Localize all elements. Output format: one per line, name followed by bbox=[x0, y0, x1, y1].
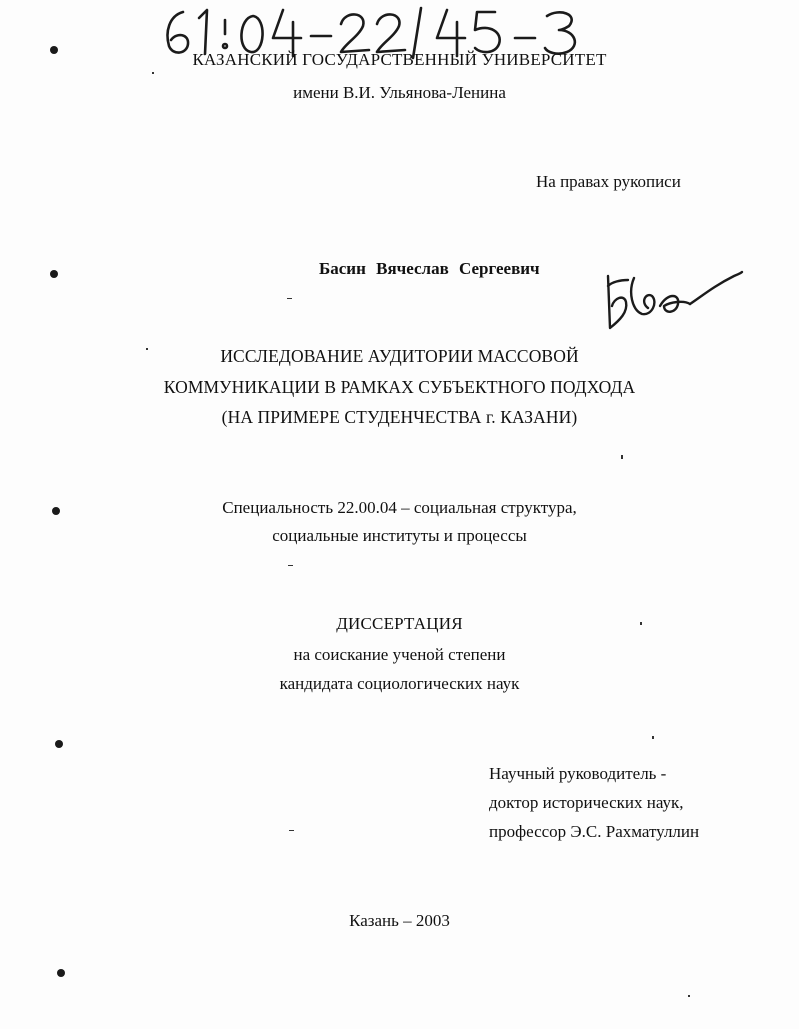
binding-hole-mark bbox=[50, 46, 58, 54]
dissertation-degree-line-2: кандидата социологических наук bbox=[279, 674, 520, 693]
binding-hole-mark bbox=[52, 507, 60, 515]
specialty-line-2: социальные институты и процессы bbox=[272, 526, 527, 545]
university-named-after: имени В.И. Ульянова-Ленина bbox=[293, 83, 506, 102]
scan-speck bbox=[288, 565, 293, 566]
binding-hole-mark bbox=[50, 270, 58, 278]
scan-speck bbox=[289, 830, 294, 831]
supervisor-line-1: Научный руководитель - bbox=[489, 764, 667, 783]
dissertation-degree-line-1: на соискание ученой степени bbox=[293, 645, 506, 664]
scan-speck bbox=[287, 298, 292, 299]
scan-speck bbox=[640, 622, 642, 625]
supervisor-line-2: доктор исторических наук, bbox=[489, 793, 684, 812]
binding-hole-mark bbox=[57, 969, 65, 977]
university-name: КАЗАНСКИЙ ГОСУДАРСТВЕННЫЙ УНИВЕРСИТЕТ bbox=[192, 50, 607, 69]
city-year: Казань – 2003 bbox=[349, 911, 450, 930]
author-name: Басин Вячеслав Сергеевич bbox=[319, 259, 540, 278]
scan-speck bbox=[146, 348, 148, 350]
scan-speck bbox=[652, 736, 654, 739]
manuscript-rights: На правах рукописи bbox=[536, 172, 681, 191]
title-line-3: (НА ПРИМЕРЕ СТУДЕНЧЕСТВА г. КАЗАНИ) bbox=[221, 407, 578, 427]
title-line-2: КОММУНИКАЦИИ В РАМКАХ СУБЪЕКТНОГО ПОДХОДА bbox=[163, 377, 636, 397]
title-line-1: ИССЛЕДОВАНИЕ АУДИТОРИИ МАССОВОЙ bbox=[220, 346, 579, 366]
dissertation-heading: ДИССЕРТАЦИЯ bbox=[336, 614, 463, 633]
scan-speck bbox=[152, 72, 154, 74]
supervisor-line-3: профессор Э.С. Рахматуллин bbox=[489, 822, 700, 841]
scan-speck bbox=[688, 995, 690, 997]
scan-speck bbox=[621, 455, 623, 459]
binding-hole-mark bbox=[55, 740, 63, 748]
author-signature bbox=[598, 262, 748, 337]
specialty-line-1: Специальность 22.00.04 – социальная структура, bbox=[222, 498, 577, 517]
